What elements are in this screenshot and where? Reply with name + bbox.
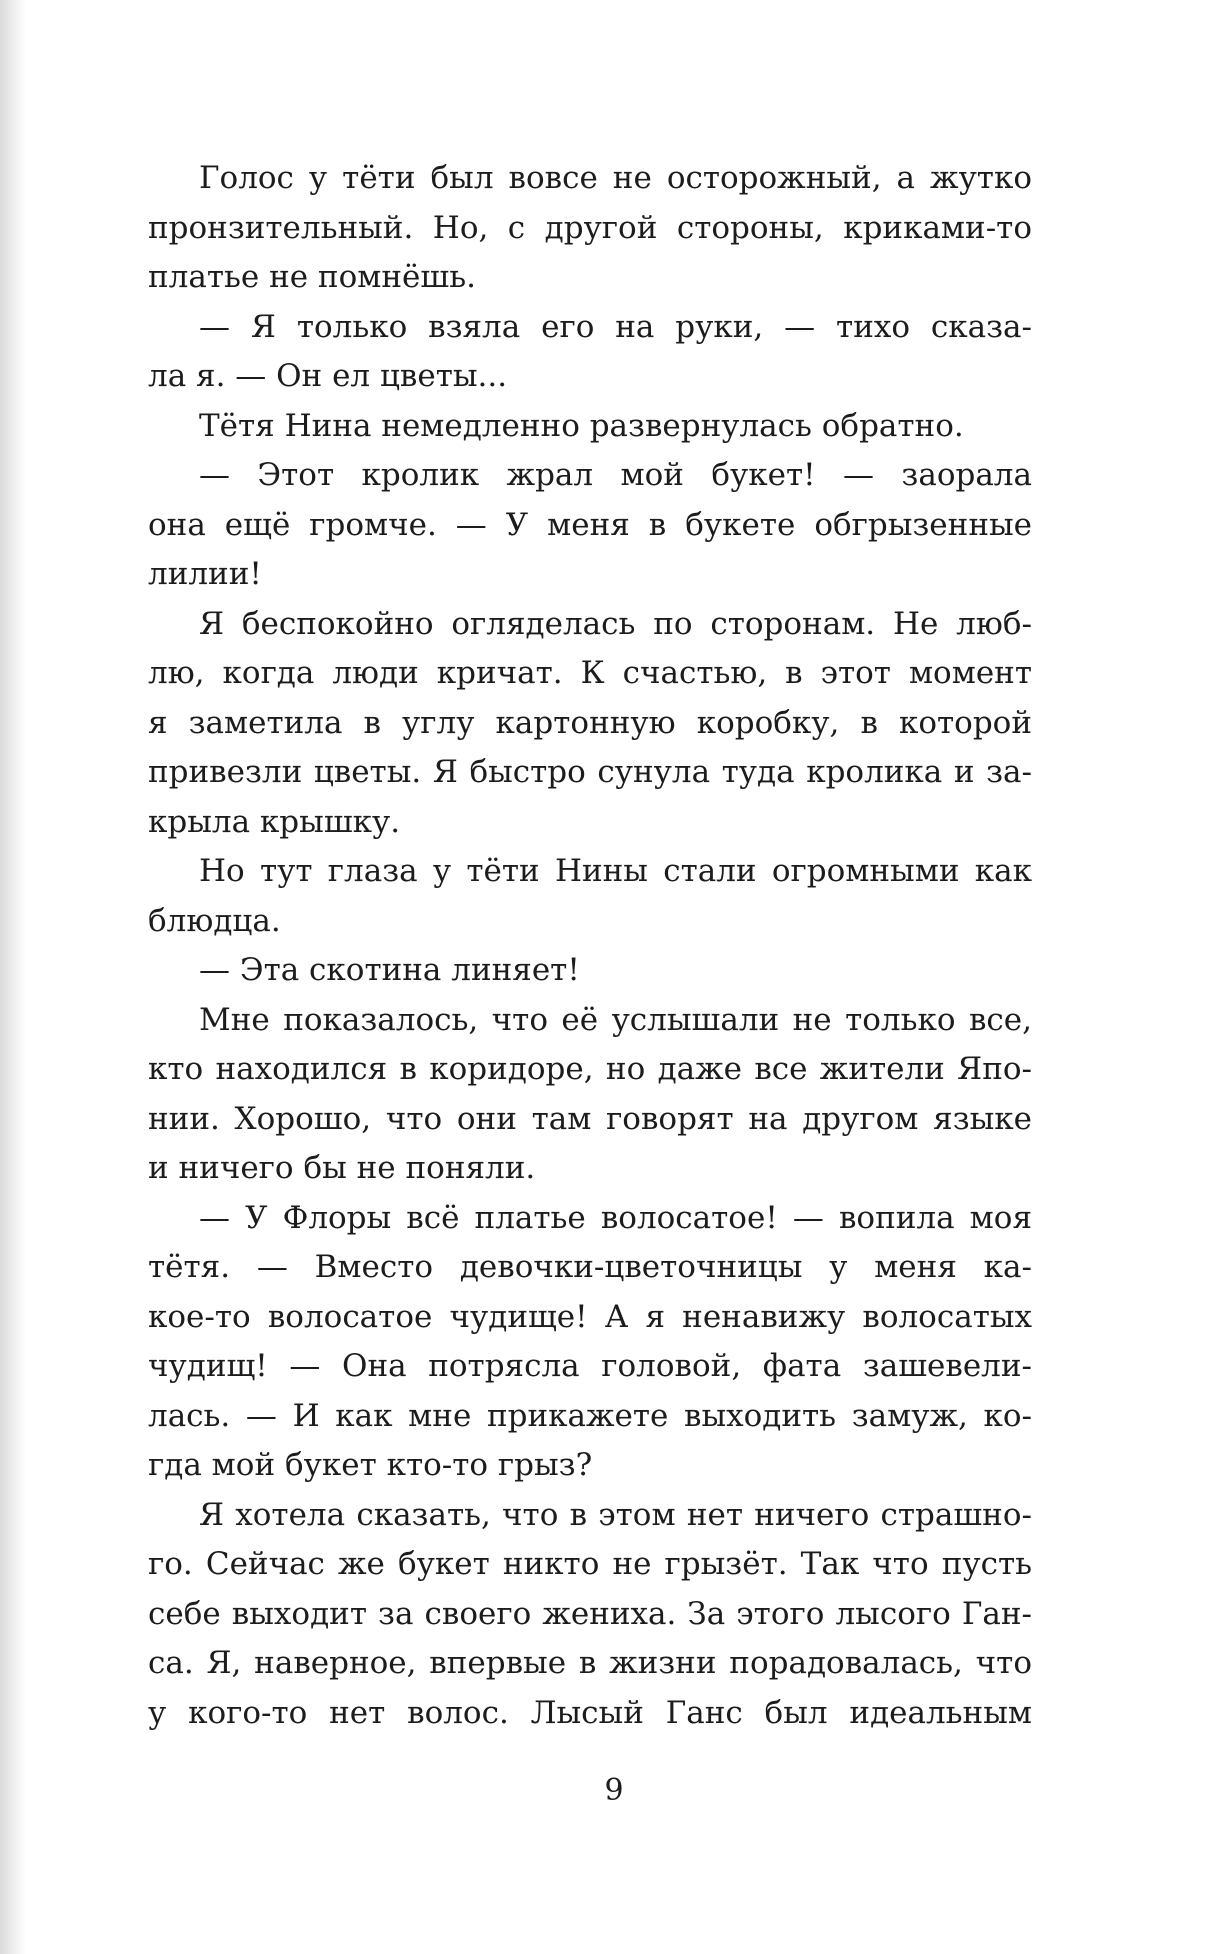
text-line: Тётя Нина немедленно развернулась обратно. bbox=[199, 407, 964, 444]
text-line: — Эта скотина линяет! bbox=[199, 952, 580, 988]
text-line: кто находился в коридоре, но даже все жители Япо- bbox=[148, 1051, 1032, 1087]
text-line: чудищ! — Она потрясла головой, фата зашевели- bbox=[148, 1348, 1032, 1384]
text-line: — Я только взяла его на руки, — тихо сказа- bbox=[199, 308, 1032, 345]
text-line: — У Флоры всё платье волосатое! — вопила моя bbox=[199, 1199, 1032, 1236]
text-line: и ничего бы не поняли. bbox=[148, 1150, 536, 1186]
text-line: лилии! bbox=[148, 556, 262, 592]
page-number: 9 bbox=[604, 1773, 624, 1808]
page-spine-shadow bbox=[0, 0, 26, 1954]
text-line: кое-то волосатое чудище! А я ненавижу волосатых bbox=[148, 1298, 1032, 1335]
text-line: пронзительный. Но, с другой стороны, криками-то bbox=[148, 209, 1032, 246]
text-line: тётя. — Вместо девочки-цветочницы у меня ка- bbox=[148, 1249, 1032, 1285]
text-line: лю, когда люди кричат. К счастью, в этот момент bbox=[148, 655, 1032, 691]
text-line: — Этот кролик жрал мой букет! — заорала bbox=[199, 457, 1032, 493]
text-line: Я хотела сказать, что в этом нет ничего страшно- bbox=[199, 1496, 1032, 1533]
text-line: гда мой букет кто-то грыз? bbox=[148, 1447, 593, 1483]
text-line: лась. — И как мне прикажете выходить замуж, ко- bbox=[148, 1397, 1032, 1434]
text-line: она ещё громче. — У меня в букете обгрызенные bbox=[148, 506, 1032, 543]
text-line: крыла крышку. bbox=[148, 803, 401, 840]
text-line: Голос у тёти был вовсе не осторожный, а жутко bbox=[199, 160, 1032, 196]
text-line: Я беспокойно огляделась по сторонам. Не люб- bbox=[199, 605, 1032, 642]
text-line: блюдца. bbox=[148, 902, 281, 939]
text-line: го. Сейчас же букет никто не грызёт. Так что пусть bbox=[148, 1546, 1032, 1582]
text-line: нии. Хорошо, что они там говорят на другом языке bbox=[148, 1100, 1032, 1137]
text-line: у кого-то нет волос. Лысый Ганс был идеальным bbox=[148, 1694, 1032, 1731]
text-line: себе выходит за своего жениха. За этого лысого Ган- bbox=[148, 1595, 1032, 1632]
text-line: Но тут глаза у тёти Нины стали огромными как bbox=[199, 853, 1032, 889]
text-line: са. Я, наверное, впервые в жизни порадовалась, что bbox=[148, 1645, 1032, 1681]
text-line: платье не помнёшь. bbox=[148, 259, 476, 295]
text-line: Мне показалось, что её услышали не только все, bbox=[199, 1001, 1032, 1038]
text-line: привезли цветы. Я быстро сунула туда кролика и за- bbox=[148, 754, 1032, 790]
text-line: ла я. — Он ел цветы... bbox=[148, 358, 508, 394]
text-line: я заметила в углу картонную коробку, в которой bbox=[148, 704, 1032, 741]
body-text bbox=[148, 154, 1032, 1738]
